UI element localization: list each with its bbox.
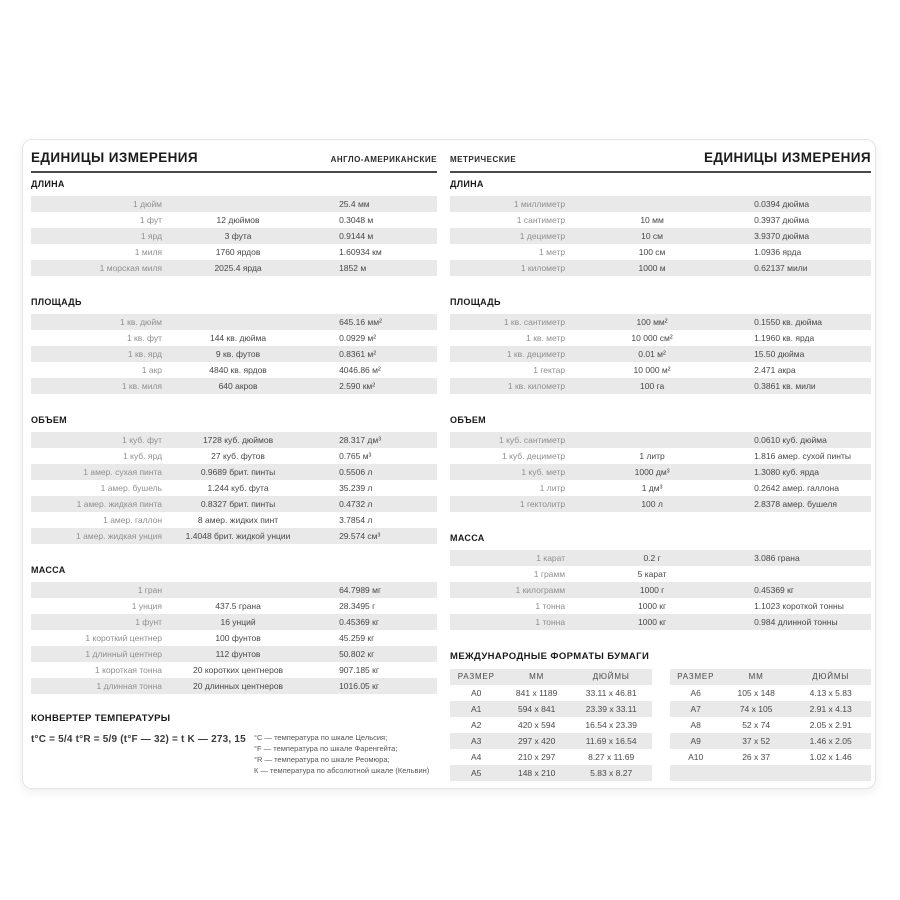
page-title: ЕДИНИЦЫ ИЗМЕРЕНИЯ — [31, 150, 198, 165]
section-title: МАССА — [31, 565, 66, 575]
table-row — [31, 480, 437, 496]
table-cell: A8 — [690, 720, 701, 730]
table-cell: 1 дм³ — [641, 483, 663, 493]
section-volume — [450, 415, 871, 512]
table-cell: 1 литр — [639, 451, 665, 461]
table-cell: 100 см — [638, 247, 666, 257]
table-cell: 26 x 37 — [742, 752, 771, 762]
table-cell: 35.239 л — [339, 483, 373, 493]
table-row — [31, 378, 437, 394]
table-row — [450, 432, 871, 448]
section-title: ОБЪЕМ — [450, 415, 486, 425]
table-cell: 2.471 акра — [754, 365, 796, 375]
table-cell: 1 короткий центнер — [85, 633, 163, 643]
table-row — [450, 749, 652, 765]
section-title: ОБЪЕМ — [31, 415, 67, 425]
unit-table-area — [450, 314, 871, 394]
table-header-row — [670, 669, 872, 685]
unit-table-length — [450, 196, 871, 276]
legend-line-kelvin: К — температура по абсолютной шкале (Кельвин) — [254, 766, 430, 775]
table-row — [31, 362, 437, 378]
table-cell: 28.3495 г — [339, 601, 376, 611]
table-cell: 1.60934 км — [339, 247, 382, 257]
page-subtitle: АНГЛО-АМЕРИКАНСКИЕ — [330, 155, 438, 164]
table-cell: 1 кв. дециметр — [506, 349, 566, 359]
table-cell: 0.8361 м² — [339, 349, 377, 359]
table-cell: 1728 куб. дюймов — [202, 435, 274, 445]
table-cell: 8.27 x 11.69 — [588, 752, 635, 762]
table-row — [31, 582, 437, 598]
section-volume — [31, 415, 437, 544]
table-cell: 25.4 мм — [339, 199, 370, 209]
table-cell: 37 x 52 — [742, 736, 771, 746]
table-cell: 841 x 1189 — [515, 688, 558, 698]
table-row — [31, 330, 437, 346]
table-cell: A3 — [471, 736, 482, 746]
table-cell: 1.244 куб. фута — [207, 483, 269, 493]
table-cell: 1.02 x 1.46 — [809, 752, 852, 762]
table-cell: 1016.05 кг — [339, 681, 379, 691]
table-cell: 0.9144 м — [339, 231, 374, 241]
table-cell: 148 x 210 — [517, 768, 556, 778]
table-cell: 1 куб. ярд — [123, 451, 163, 461]
table-row — [450, 260, 871, 276]
table-row — [31, 496, 437, 512]
table-cell: 100 мм² — [636, 317, 668, 327]
table-row — [450, 346, 871, 362]
table-row — [31, 630, 437, 646]
table-cell: 52 x 74 — [742, 720, 771, 730]
table-cell: 50.802 кг — [339, 649, 375, 659]
table-cell: 9 кв. футов — [215, 349, 261, 359]
table-cell: 1 куб. дециметр — [502, 451, 566, 461]
table-cell: 1.1960 кв. ярда — [754, 333, 815, 343]
table-cell — [732, 566, 871, 582]
table-cell: A1 — [471, 704, 482, 714]
table-cell: 1 кв. километр — [507, 381, 566, 391]
table-row — [31, 260, 437, 276]
table-cell: 5 карат — [637, 569, 667, 579]
table-cell: A9 — [690, 736, 701, 746]
table-row — [670, 717, 872, 733]
unit-table-mass — [450, 550, 871, 630]
table-row — [670, 765, 872, 781]
table-cell: 1.1023 короткой тонны — [754, 601, 844, 611]
table-cell — [169, 582, 307, 598]
table-cell: 640 акров — [218, 381, 258, 391]
legend-line-celsius: °C — температура по шкале Цельсия; — [254, 733, 388, 742]
table-cell: A0 — [471, 688, 482, 698]
table-cell: 3.086 грана — [754, 553, 800, 563]
table-cell: 1 кв. ярд — [127, 349, 163, 359]
table-row — [450, 685, 652, 701]
header-rule — [31, 171, 437, 173]
table-cell: 0.62137 мили — [754, 263, 808, 273]
table-cell — [169, 196, 307, 212]
table-cell: 33.11 x 46.81 — [585, 688, 637, 698]
table-cell: 0.5506 л — [339, 467, 373, 477]
table-cell — [169, 314, 307, 330]
table-row — [450, 765, 652, 781]
table-row — [31, 662, 437, 678]
table-cell: 1852 м — [339, 263, 367, 273]
table-cell — [722, 765, 791, 781]
table-cell: 10 000 см² — [631, 333, 673, 343]
table-row — [31, 448, 437, 464]
table-row — [450, 496, 871, 512]
table-cell: 20 длинных центнеров — [193, 681, 284, 691]
table-cell: 11.69 x 16.54 — [585, 736, 637, 746]
table-cell: 0.0394 дюйма — [754, 199, 810, 209]
table-cell: 100 л — [641, 499, 663, 509]
table-cell: 1 миллиметр — [513, 199, 566, 209]
table-cell: 0.45369 кг — [339, 617, 379, 627]
table-row — [31, 228, 437, 244]
table-cell: 1000 г — [639, 585, 665, 595]
table-cell: 2.91 x 4.13 — [809, 704, 852, 714]
table-cell: 1 литр — [539, 483, 566, 493]
table-cell: 45.259 кг — [339, 633, 375, 643]
table-cell: 10 см — [641, 231, 664, 241]
table-cell: 1 ярд — [140, 231, 163, 241]
table-cell: 1000 кг — [638, 601, 667, 611]
table-row — [450, 733, 652, 749]
temperature-converter — [31, 713, 437, 776]
table-cell: 0.984 длинной тонны — [754, 617, 838, 627]
table-cell: 1 карат — [536, 553, 566, 563]
table-cell: 0.0610 куб. дюйма — [754, 435, 827, 445]
section-area — [31, 297, 437, 394]
table-header-cell: РАЗМЕР — [457, 672, 495, 681]
table-cell: 1 кв. миля — [121, 381, 163, 391]
section-title: ДЛИНА — [31, 179, 65, 189]
table-row — [450, 701, 652, 717]
unit-table-volume — [450, 432, 871, 512]
table-cell: 74 x 105 — [739, 704, 773, 714]
table-cell: 1 дюйм — [133, 199, 163, 209]
table-row — [450, 244, 871, 260]
table-cell: 4.13 x 5.83 — [809, 688, 852, 698]
table-cell — [790, 765, 871, 781]
table-cell: 1.46 x 2.05 — [809, 736, 852, 746]
table-row — [31, 614, 437, 630]
table-cell: 10 мм — [640, 215, 664, 225]
table-row — [31, 346, 437, 362]
two-page-layout — [23, 150, 875, 781]
table-cell: 1 кв. фут — [126, 333, 163, 343]
table-row — [450, 212, 871, 228]
table-row — [31, 598, 437, 614]
right-page-header — [450, 150, 871, 168]
table-row — [670, 749, 872, 765]
unit-table-volume — [31, 432, 437, 544]
table-header-row — [450, 669, 652, 685]
table-row — [670, 685, 872, 701]
table-cell: 23.39 x 33.11 — [585, 704, 637, 714]
table-header-cell: РАЗМЕР — [677, 672, 715, 681]
table-cell: 1 амер. бушель — [100, 483, 163, 493]
table-cell: 1 гектар — [533, 365, 566, 375]
table-row — [450, 480, 871, 496]
table-cell: 1 километр — [520, 263, 566, 273]
table-cell: 1.4048 брит. жидкой унции — [185, 531, 291, 541]
unit-table-area — [31, 314, 437, 394]
table-cell: 1 амер. жидкая унция — [76, 531, 163, 541]
table-cell: 1 амер. галлон — [103, 515, 163, 525]
planner-page-spread — [22, 139, 876, 789]
table-cell: 1 фут — [139, 215, 163, 225]
table-cell: 16 унций — [220, 617, 256, 627]
section-length — [31, 179, 437, 276]
table-cell: 5.83 x 8.27 — [590, 768, 633, 778]
table-cell: 1.816 амер. сухой пинты — [754, 451, 851, 461]
table-cell: 594 x 841 — [517, 704, 556, 714]
table-cell: 3.7854 л — [339, 515, 373, 525]
table-cell: 28.317 дм³ — [339, 435, 382, 445]
table-cell: 0.9689 брит. пинты — [200, 467, 276, 477]
table-cell: 1 куб. фут — [122, 435, 163, 445]
table-cell: A4 — [471, 752, 482, 762]
table-cell: 0.3937 дюйма — [754, 215, 810, 225]
table-cell: 0.01 м² — [638, 349, 666, 359]
table-cell: 0.8327 брит. пинты — [200, 499, 276, 509]
table-cell: 100 га — [639, 381, 665, 391]
table-row — [450, 330, 871, 346]
paper-formats-title: МЕЖДУНАРОДНЫЕ ФОРМАТЫ БУМАГИ — [450, 651, 650, 662]
table-cell: 1000 м — [638, 263, 666, 273]
table-cell: 4840 кв. ярдов — [209, 365, 267, 375]
table-cell: 1 длинный центнер — [85, 649, 163, 659]
section-title: ПЛОЩАДЬ — [31, 297, 82, 307]
temperature-legend — [254, 732, 429, 776]
table-row — [450, 448, 871, 464]
table-row — [31, 196, 437, 212]
table-cell: 1000 дм³ — [634, 467, 670, 477]
table-row — [31, 244, 437, 260]
table-cell: 1 грамм — [533, 569, 566, 579]
table-cell: 1.0936 ярда — [754, 247, 802, 257]
temperature-converter-title: КОНВЕРТЕР ТЕМПЕРАТУРЫ — [31, 713, 171, 724]
table-cell: 100 фунтов — [215, 633, 261, 643]
table-cell: 15.50 дюйма — [754, 349, 805, 359]
table-cell — [670, 765, 722, 781]
table-cell: 0.0929 м² — [339, 333, 377, 343]
table-cell: 64.7989 мг — [339, 585, 382, 595]
table-cell: 1 куб. сантиметр — [499, 435, 566, 445]
table-cell: 3.9370 дюйма — [754, 231, 810, 241]
header-rule — [450, 171, 871, 173]
table-header-cell: ММ — [529, 672, 545, 681]
table-cell: 0.3861 кв. мили — [754, 381, 816, 391]
table-cell: 1 фунт — [135, 617, 163, 627]
table-row — [31, 314, 437, 330]
table-cell: 0.3048 м — [339, 215, 374, 225]
table-cell: 1 тонна — [535, 601, 566, 611]
table-cell: 1000 кг — [638, 617, 667, 627]
table-cell: A2 — [471, 720, 482, 730]
table-cell: 2025.4 ярда — [214, 263, 262, 273]
table-cell: 1760 ярдов — [215, 247, 261, 257]
table-cell: 3 фута — [224, 231, 252, 241]
legend-line-reaumur: °R — температура по шкале Реомюра; — [254, 755, 390, 764]
table-row — [450, 196, 871, 212]
table-cell: 1 амер. жидкая пинта — [76, 499, 163, 509]
section-title: ДЛИНА — [450, 179, 484, 189]
table-cell: 0.4732 л — [339, 499, 373, 509]
table-row — [450, 362, 871, 378]
table-cell: 1 метр — [539, 247, 566, 257]
table-cell: 1 гран — [137, 585, 163, 595]
table-cell: 27 куб. футов — [211, 451, 265, 461]
table-cell: 420 x 594 — [517, 720, 556, 730]
table-cell: 1 сантиметр — [516, 215, 566, 225]
table-cell: 4046.86 м² — [339, 365, 381, 375]
table-row — [31, 212, 437, 228]
paper-formats-section — [450, 651, 871, 781]
table-cell: 1 унция — [131, 601, 163, 611]
left-page-header — [31, 150, 437, 168]
section-mass — [450, 533, 871, 630]
table-row — [450, 550, 871, 566]
section-title: МАССА — [450, 533, 485, 543]
section-area — [450, 297, 871, 394]
table-row — [670, 733, 872, 749]
table-cell: 645.16 мм² — [339, 317, 382, 327]
table-cell: 1 гектолитр — [519, 499, 566, 509]
table-cell: 112 фунтов — [215, 649, 261, 659]
table-header-cell: ДЮЙМЫ — [812, 672, 850, 681]
table-row — [450, 614, 871, 630]
table-cell: 1 тонна — [535, 617, 566, 627]
legend-line-fahrenheit: °F — температура по шкале Фаренгейта; — [254, 744, 398, 753]
table-row — [670, 701, 872, 717]
table-row — [31, 512, 437, 528]
table-cell: 1 кв. метр — [526, 333, 566, 343]
table-header-cell: ММ — [748, 672, 764, 681]
paper-table-a0-a5 — [450, 669, 652, 781]
table-cell: 1 кв. дюйм — [120, 317, 163, 327]
table-cell: 29.574 см³ — [339, 531, 381, 541]
table-row — [450, 598, 871, 614]
table-cell — [572, 196, 732, 212]
table-row — [31, 646, 437, 662]
table-row — [31, 678, 437, 694]
table-cell: 1 акр — [141, 365, 163, 375]
table-row — [450, 314, 871, 330]
table-cell: A7 — [690, 704, 701, 714]
table-row — [450, 717, 652, 733]
page-metric — [450, 150, 871, 781]
table-cell: 2.05 x 2.91 — [809, 720, 852, 730]
section-mass — [31, 565, 437, 694]
table-cell: 1 кв. сантиметр — [503, 317, 566, 327]
table-cell: 1 короткая тонна — [95, 665, 163, 675]
table-cell: 0.45369 кг — [754, 585, 794, 595]
table-cell: A10 — [688, 752, 704, 762]
page-anglo-american — [31, 150, 437, 781]
table-cell: 105 x 148 — [737, 688, 775, 698]
table-cell: 12 дюймов — [216, 215, 260, 225]
table-cell: 2.590 км² — [339, 381, 376, 391]
table-row — [450, 228, 871, 244]
page-subtitle: МЕТРИЧЕСКИЕ — [450, 155, 517, 164]
unit-table-length — [31, 196, 437, 276]
paper-formats-tables — [450, 669, 871, 781]
table-cell: 8 амер. жидких пинт — [197, 515, 279, 525]
table-cell: A6 — [690, 688, 701, 698]
table-row — [31, 528, 437, 544]
table-cell: 20 коротких центнеров — [193, 665, 284, 675]
table-cell: 0.1550 кв. дюйма — [754, 317, 823, 327]
table-cell: 10 000 м² — [633, 365, 671, 375]
table-cell — [572, 432, 732, 448]
table-cell: 2.8378 амер. бушеля — [754, 499, 837, 509]
table-cell: 1 дециметр — [519, 231, 566, 241]
section-title: ПЛОЩАДЬ — [450, 297, 501, 307]
table-cell: 1 длинная тонна — [96, 681, 163, 691]
table-cell: 1 морская миля — [99, 263, 163, 273]
table-cell: 0.765 м³ — [339, 451, 372, 461]
table-cell: 1.3080 куб. ярда — [754, 467, 819, 477]
table-cell: 297 x 420 — [517, 736, 556, 746]
paper-table-a6-a10 — [670, 669, 872, 781]
table-cell: 1 куб. метр — [521, 467, 566, 477]
table-cell: 0.2642 амер. галлона — [754, 483, 839, 493]
table-row — [450, 464, 871, 480]
table-cell: 437.5 грана — [215, 601, 261, 611]
temperature-formula: t°C = 5/4 t°R = 5/9 (t°F — 32) = t K — 273, 15 — [31, 734, 246, 745]
table-header-cell: ДЮЙМЫ — [592, 672, 630, 681]
table-cell: A5 — [471, 768, 482, 778]
table-cell: 144 кв. дюйма — [209, 333, 267, 343]
table-row — [450, 582, 871, 598]
table-cell: 1 миля — [134, 247, 163, 257]
temperature-converter-body — [31, 732, 437, 776]
table-cell: 210 x 297 — [517, 752, 556, 762]
table-cell: 907.185 кг — [339, 665, 379, 675]
section-length — [450, 179, 871, 276]
table-row — [450, 378, 871, 394]
unit-table-mass — [31, 582, 437, 694]
table-cell: 0.2 г — [643, 553, 661, 563]
table-cell: 16.54 x 23.39 — [585, 720, 637, 730]
table-row — [31, 432, 437, 448]
table-row — [450, 566, 871, 582]
page-title: ЕДИНИЦЫ ИЗМЕРЕНИЯ — [704, 150, 871, 165]
table-cell: 1 амер. сухая пинта — [83, 467, 163, 477]
table-cell: 1 килограмм — [515, 585, 566, 595]
table-row — [31, 464, 437, 480]
